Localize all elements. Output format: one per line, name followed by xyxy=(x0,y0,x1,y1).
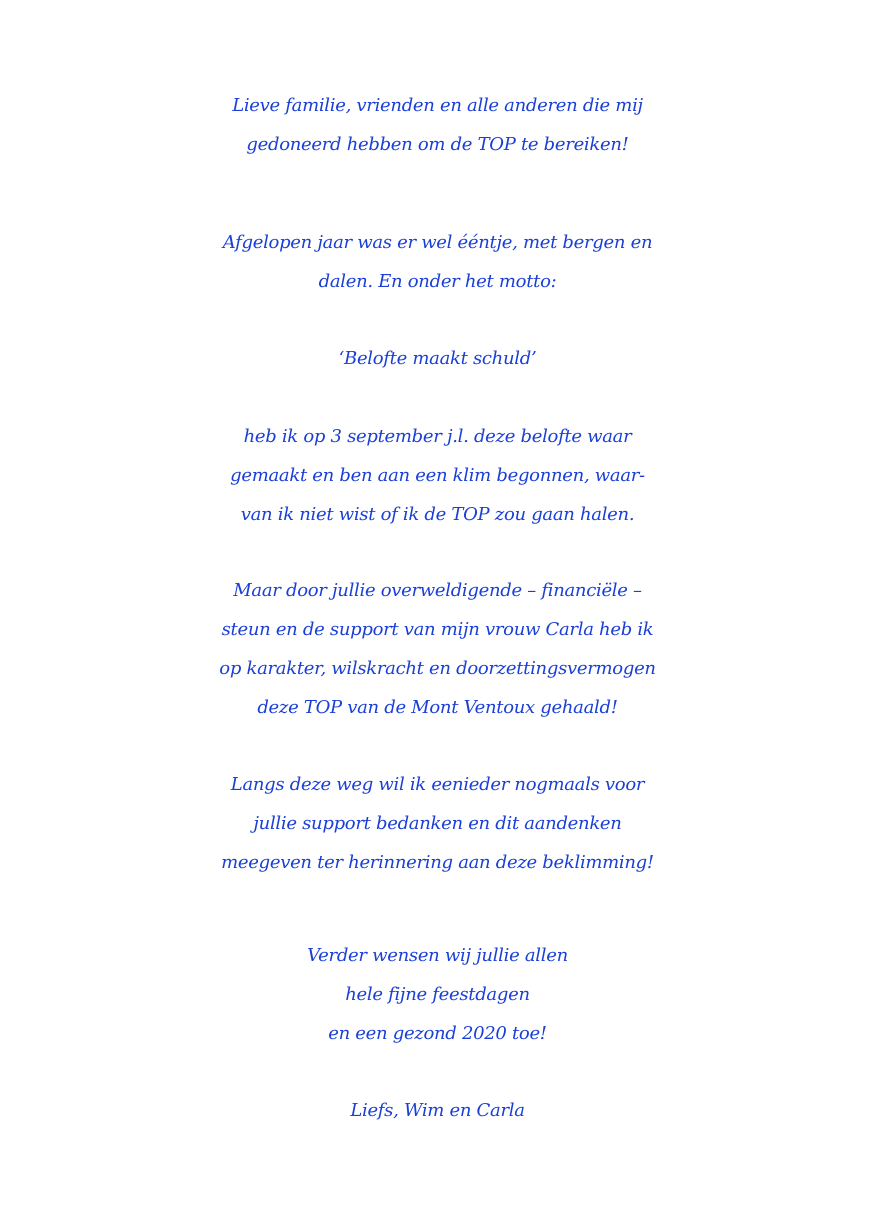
paragraph-line: deze TOP van de Mont Ventoux gehaald! xyxy=(257,697,618,718)
paragraph-line: gemaakt en ben aan een klim begonnen, waar- xyxy=(230,465,645,486)
greeting-line: Lieve familie, vrienden en alle anderen die mij xyxy=(232,95,643,116)
paragraph-line: Langs deze weg wil ik eenieder nogmaals voor xyxy=(230,774,645,795)
paragraph-line: heb ik op 3 september j.l. deze belofte waar xyxy=(243,426,632,447)
paragraph-line: Maar door jullie overweldigende – financiële – xyxy=(233,580,642,601)
wishes-line: Verder wensen wij jullie allen xyxy=(307,945,568,966)
greeting-line: gedoneerd hebben om de TOP te bereiken! xyxy=(246,134,629,155)
paragraph-line: meegeven ter herinnering aan deze beklimming! xyxy=(221,852,654,873)
paragraph-line: van ik niet wist of ik de TOP zou gaan halen. xyxy=(240,504,635,525)
paragraph-line: Afgelopen jaar was er wel ééntje, met bergen en xyxy=(222,232,653,253)
signature: Liefs, Wim en Carla xyxy=(350,1100,525,1121)
paragraph-line: op karakter, wilskracht en doorzettingsvermogen xyxy=(219,658,656,679)
wishes-line: hele fijne feestdagen xyxy=(345,984,530,1005)
paragraph-line: steun en de support van mijn vrouw Carla heb ik xyxy=(221,619,654,640)
wishes-line: en een gezond 2020 toe! xyxy=(328,1023,547,1044)
motto: ‘Belofte maakt schuld’ xyxy=(338,348,537,369)
paragraph-line: jullie support bedanken en dit aandenken xyxy=(253,813,622,834)
paragraph-line: dalen. En onder het motto: xyxy=(318,271,557,292)
